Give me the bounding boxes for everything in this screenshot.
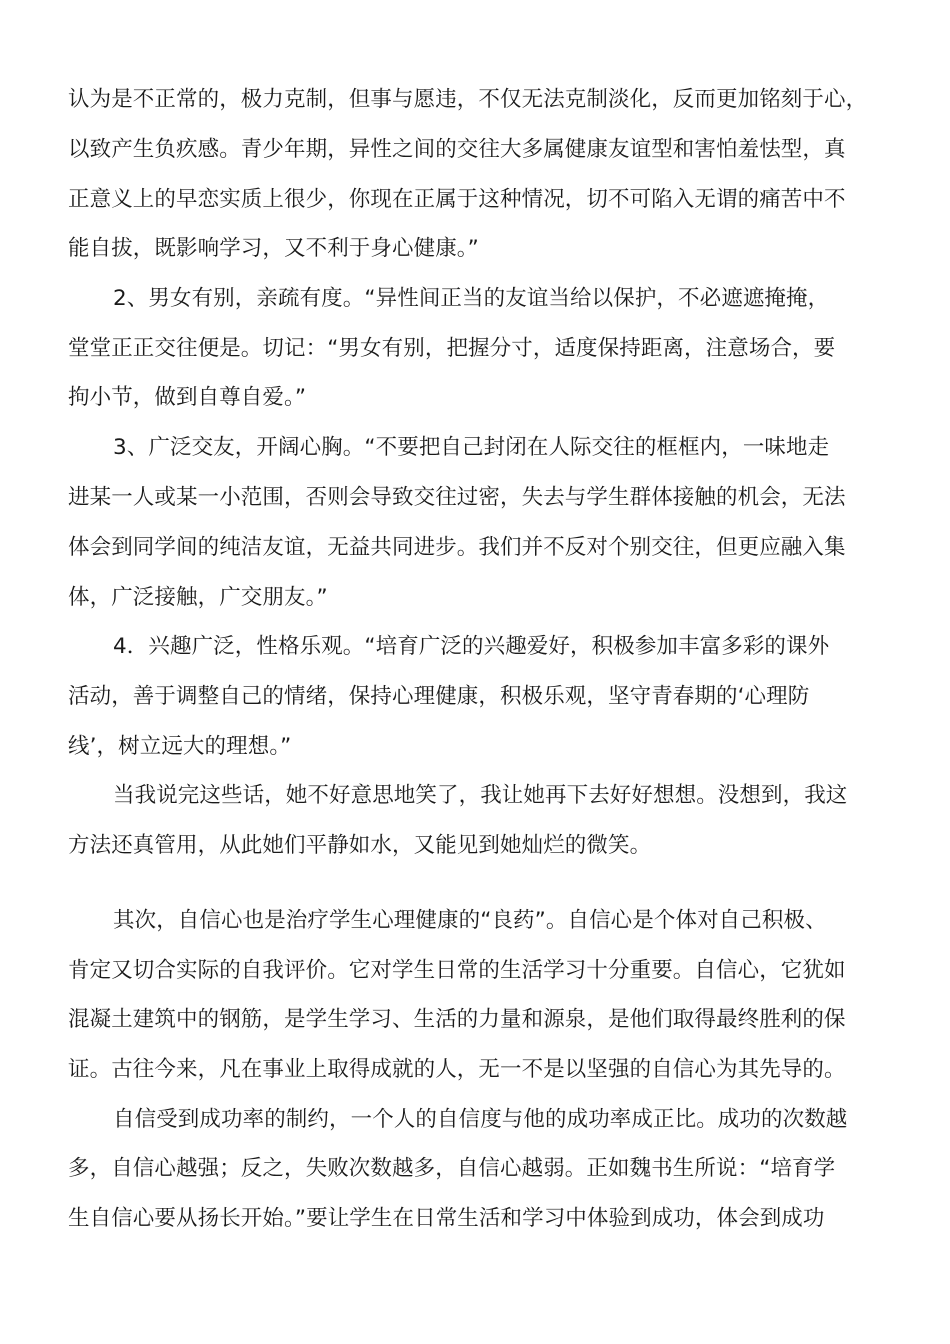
text-line: 混凝土建筑中的钢筋，是学生学习、生活的力量和源泉，是他们取得最终胜利的保 — [68, 1007, 846, 1032]
text-line: 证。古往今来，凡在事业上取得成就的人，无一不是以坚强的自信心为其先导的。 — [68, 1057, 846, 1082]
text-line: 方法还真管用，从此她们平静如水，又能见到她灿烂的微笑。 — [68, 833, 652, 858]
text-line: 体，广泛接触，广交朋友。” — [68, 585, 328, 610]
text-line: 当我说完这些话，她不好意思地笑了，我让她再下去好好想想。没想到，我这 — [113, 783, 848, 808]
text-line: 体会到同学间的纯洁友谊，无益共同进步。我们并不反对个别交往，但更应融入集 — [68, 535, 846, 560]
text-line: 2、男女有别，亲疏有度。“异性间正当的友谊当给以保护，不必遮遮掩掩， — [113, 286, 830, 311]
text-line: 其次，自信心也是治疗学生心理健康的“良药”。自信心是个体对自己积极、 — [113, 908, 827, 933]
text-line: 活动，善于调整自己的情绪，保持心理健康，积极乐观，坚守青春期的‘心理防 — [68, 684, 810, 709]
text-line: 线’，树立远大的理想。” — [68, 734, 292, 759]
text-line: 能自拔，既影响学习，又不利于身心健康。” — [68, 236, 479, 261]
text-line: 认为是不正常的，极力克制，但事与愿违，不仅无法克制淡化，反而更加铭刻于心， — [68, 87, 868, 112]
text-line: 自信受到成功率的制约，一个人的自信度与他的成功率成正比。成功的次数越 — [113, 1107, 848, 1132]
text-line: 4．兴趣广泛，性格乐观。“培育广泛的兴趣爱好，积极参加丰富多彩的课外 — [113, 634, 830, 659]
text-line: 拘小节，做到自尊自爱。” — [68, 385, 307, 410]
text-line: 正意义上的早恋实质上很少，你现在正属于这种情况，切不可陷入无谓的痛苦中不 — [68, 187, 846, 212]
text-line: 以致产生负疚感。青少年期，异性之间的交往大多属健康友谊型和害怕羞怯型，真 — [68, 137, 846, 162]
text-line: 进某一人或某一小范围，否则会导致交往过密，失去与学生群体接触的机会，无法 — [68, 485, 846, 510]
text-line: 多，自信心越强；反之，失败次数越多，自信心越弱。正如魏书生所说：“培育学 — [68, 1156, 836, 1181]
text-line: 生自信心要从扬长开始。”要让学生在日常生活和学习中体验到成功，体会到成功 — [68, 1206, 825, 1231]
text-line: 肯定又切合实际的自我评价。它对学生日常的生活学习十分重要。自信心，它犹如 — [68, 958, 846, 983]
text-line: 3、广泛交友，开阔心胸。“不要把自己封闭在人际交往的框框内，一味地走 — [113, 435, 830, 460]
text-line: 堂堂正正交往便是。切记：“男女有别，把握分寸，适度保持距离，注意场合，要 — [68, 336, 836, 361]
